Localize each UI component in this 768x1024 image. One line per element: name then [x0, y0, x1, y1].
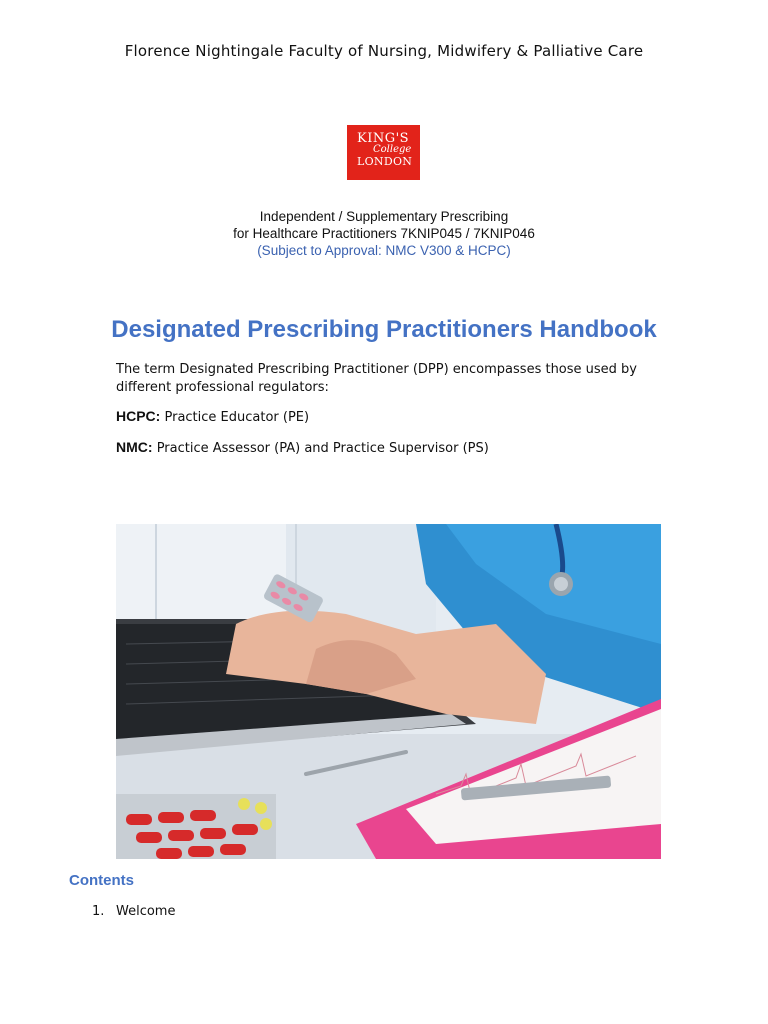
toc-item[interactable] — [92, 904, 175, 919]
course-info — [0, 208, 768, 259]
intro-paragraph: The term Designated Prescribing Practitioner (DPP) encompasses those used by different professional regulators: — [116, 362, 638, 395]
approval-note: (Subject to Approval: NMC V300 & HCPC) — [257, 243, 511, 258]
faculty-header: Florence Nightingale Faculty of Nursing, Midwifery & Palliative Care — [124, 42, 644, 60]
course-line-1: Independent / Supplementary Prescribing — [259, 209, 509, 224]
role-text: Practice Educator (PE) — [164, 410, 310, 425]
logo-line-1: KING'S — [357, 131, 410, 146]
kings-college-logo — [347, 125, 420, 180]
toc-item-number: 1. — [92, 904, 105, 919]
course-line-2: for Healthcare Practitioners 7KNIP045 / 7KNIP046 — [233, 226, 535, 241]
toc-item-label: Welcome — [116, 904, 176, 919]
logo-line-3: LONDON — [357, 155, 413, 168]
role-nmc — [116, 439, 489, 456]
logo-line-2: College — [373, 144, 412, 155]
page-title: Designated Prescribing Practitioners Handbook — [111, 316, 657, 343]
contents-heading: Contents — [69, 872, 134, 889]
prescribing-photo — [116, 524, 661, 859]
role-label: NMC: — [116, 439, 153, 455]
role-text: Practice Assessor (PA) and Practice Supervisor (PS) — [156, 441, 489, 456]
role-hcpc — [116, 408, 309, 425]
role-label: HCPC: — [116, 408, 161, 424]
